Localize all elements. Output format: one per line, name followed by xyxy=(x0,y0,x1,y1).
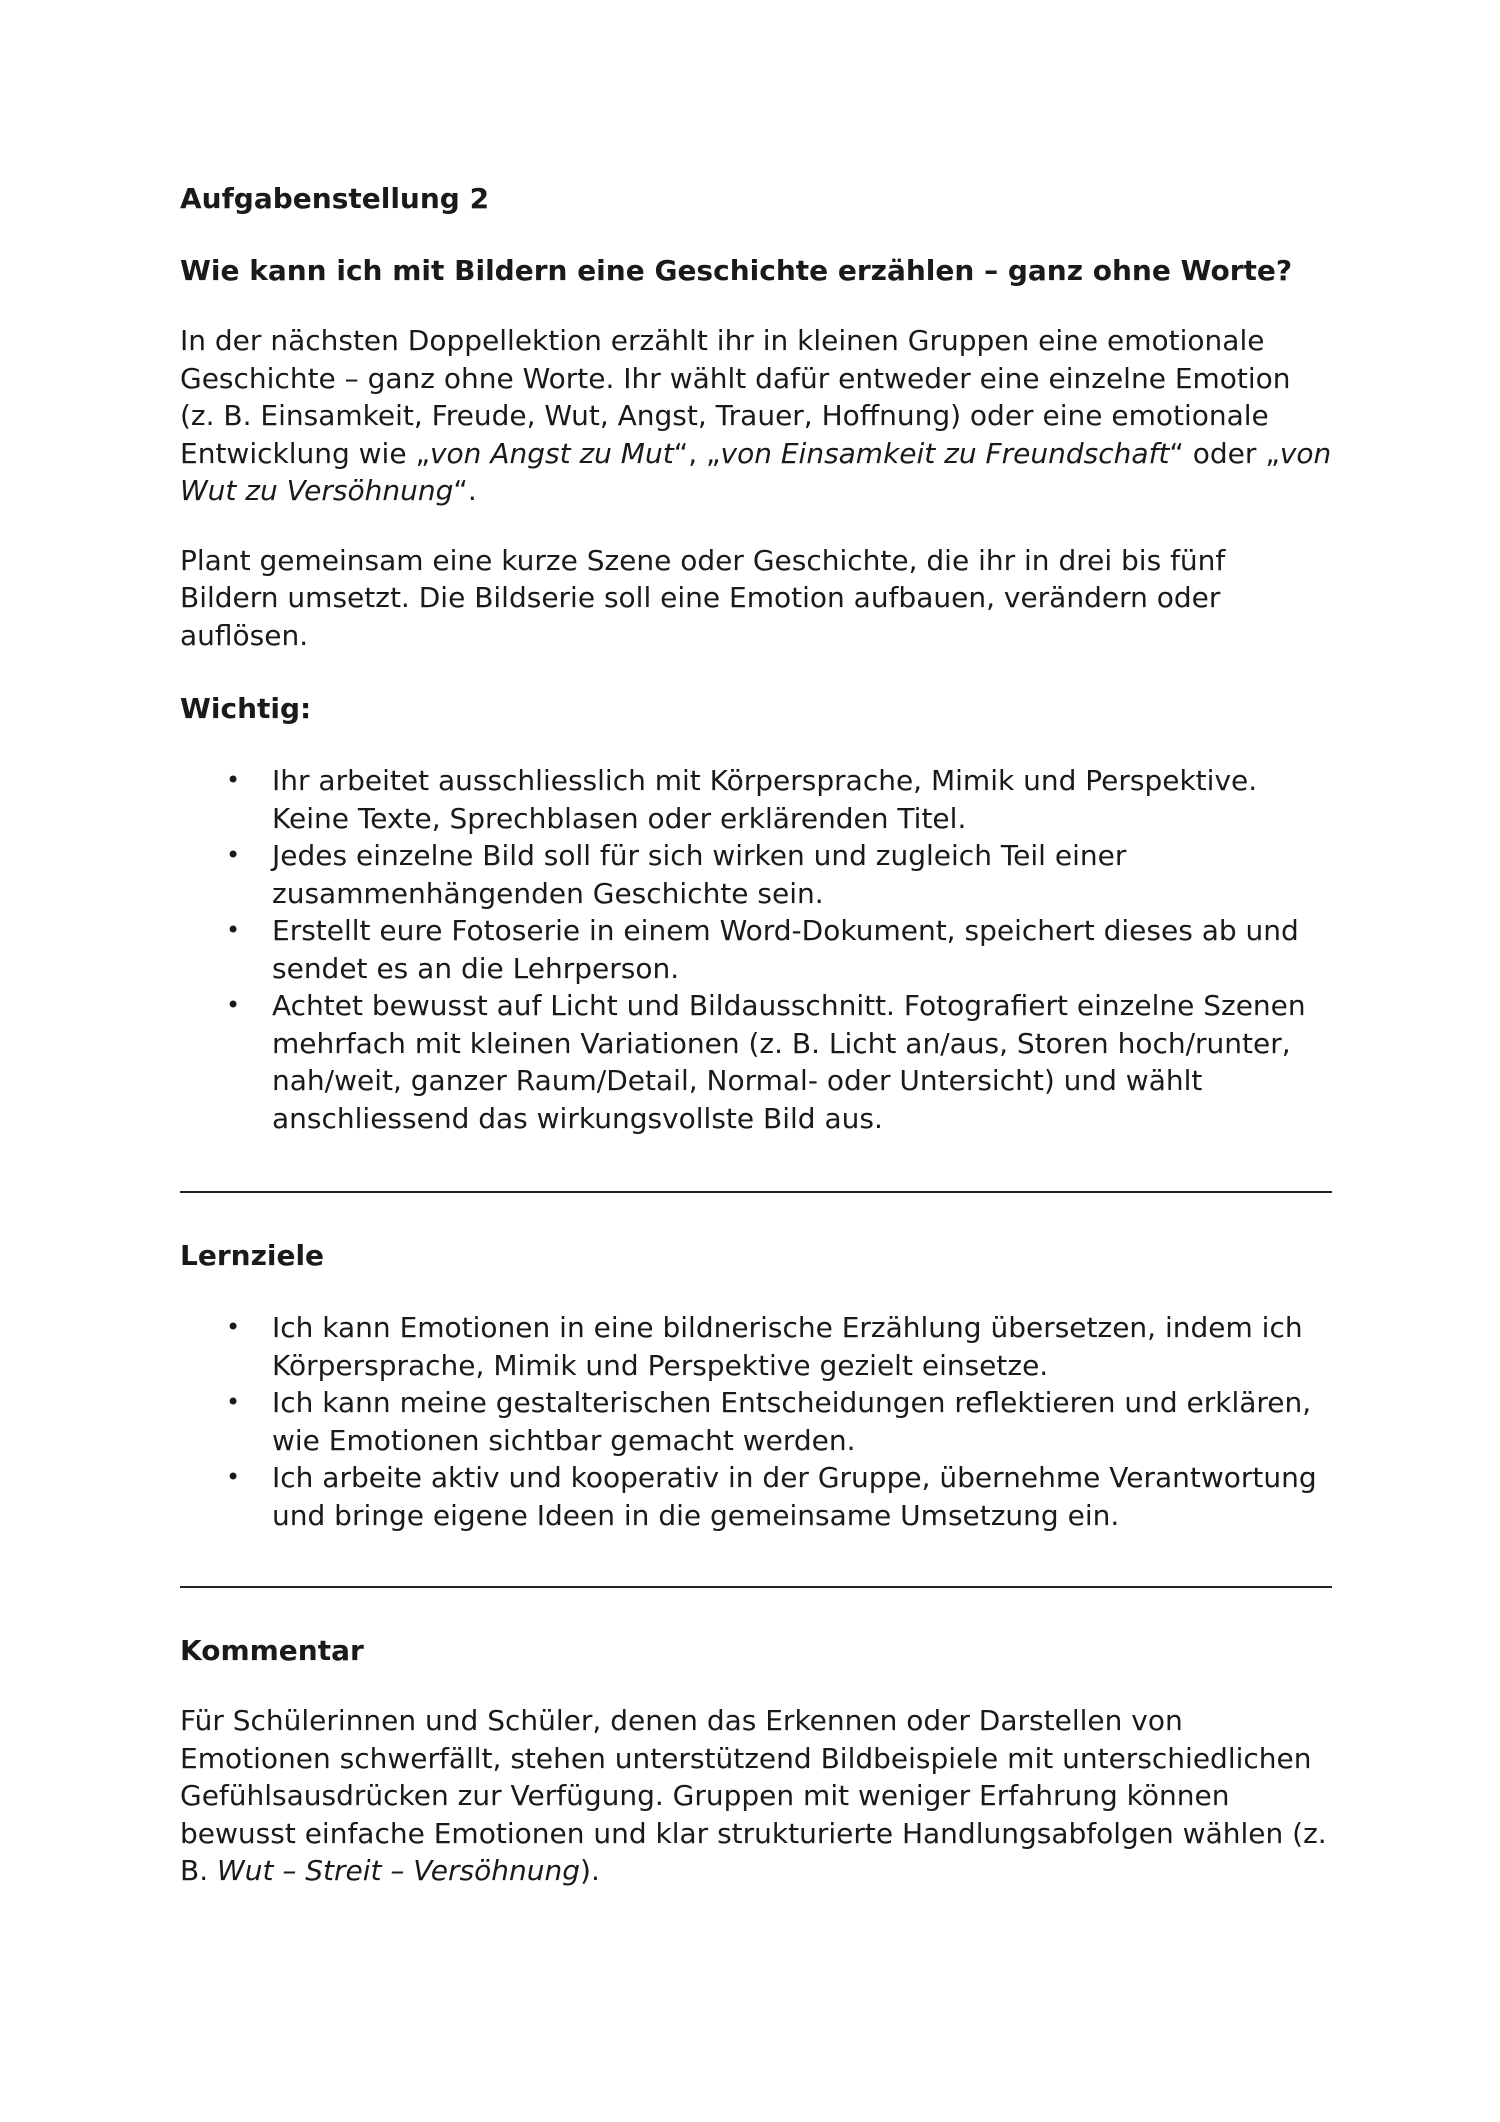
important-list xyxy=(180,762,1332,1137)
document-page xyxy=(180,180,1332,1890)
intro-text-1: In der nächsten Doppellektion erzählt ihr in kleinen Gruppen eine emotionale Geschichte – ganz ohne Worte. Ihr wählt dafür entweder eine einzelne Emotion (z. B. Einsamkeit, Freude, Wut, Angst, Trauer, Hoffnung) oder eine emotionale Entwicklung wie „ xyxy=(180,324,1291,470)
bullet-icon: • xyxy=(226,916,241,944)
bullet-icon: • xyxy=(226,766,241,794)
intro-paragraph xyxy=(180,322,1332,510)
section-divider xyxy=(180,1586,1332,1588)
intro-text-2: “, „ xyxy=(673,436,721,470)
intro-text-4: “. xyxy=(453,474,477,507)
comment-text-1: Für Schülerinnen und Schüler, denen das Erkennen oder Darstellen von Emotionen schwerfällt, stehen unterstützend Bildbeispiele mit unterschiedlichen Gefühlsausdrücken zur Verfügung. Gruppen mit weniger Erfahrung können bewusst einfache Emotionen und klar strukturierte Handlungsabfolgen wählen (z. B. xyxy=(180,1704,1327,1887)
list-item xyxy=(180,762,1332,837)
list-item xyxy=(180,1384,1332,1459)
comment-title: Kommentar xyxy=(180,1634,364,1667)
list-item-text: Jedes einzelne Bild soll für sich wirken und zugleich Teil einer zusammenhängenden Geschichte sein. xyxy=(272,839,1127,910)
task-heading: Aufgabenstellung 2 xyxy=(180,182,490,215)
list-item xyxy=(180,987,1332,1137)
list-item xyxy=(180,837,1332,912)
goals-title: Lernziele xyxy=(180,1239,325,1272)
list-item-text: Ich kann meine gestalterischen Entscheidungen reflektieren und erklären, wie Emotionen sichtbar gemacht werden. xyxy=(272,1386,1312,1457)
list-item-text: Ich arbeite aktiv und kooperativ in der Gruppe, übernehme Verantwortung und bringe eigene Ideen in die gemeinsame Umsetzung ein. xyxy=(272,1461,1317,1532)
list-item-text: Erstellt eure Fotoserie in einem Word-Dokument, speichert dieses ab und sendet es an die Lehrperson. xyxy=(272,914,1299,985)
section-divider xyxy=(180,1191,1332,1193)
list-item-text: Achtet bewusst auf Licht und Bildausschnitt. Fotografiert einzelne Szenen mehrfach mit kleinen Variationen (z. B. Licht an/aus, Storen hoch/runter, nah/weit, ganzer Raum/Detail, Normal- oder Untersicht) und wählt anschliessend das wirkungsvollste Bild aus. xyxy=(272,989,1306,1135)
intro-example-1: von Angst zu Mut xyxy=(429,436,674,470)
list-item xyxy=(180,1309,1332,1384)
list-item-text: Ihr arbeitet ausschliesslich mit Körpersprache, Mimik und Perspektive. Keine Texte, Sprechblasen oder erklärenden Titel. xyxy=(272,764,1258,835)
intro-example-3: von Wut zu Versöhnung xyxy=(180,436,1332,507)
list-item xyxy=(180,1459,1332,1534)
task-question: Wie kann ich mit Bildern eine Geschichte erzählen – ganz ohne Worte? xyxy=(180,254,1293,287)
bullet-icon: • xyxy=(226,1313,241,1341)
list-item xyxy=(180,912,1332,987)
plan-paragraph: Plant gemeinsam eine kurze Szene oder Geschichte, die ihr in drei bis fünf Bildern umsetzt. Die Bildserie soll eine Emotion aufbauen, verändern oder auflösen. xyxy=(180,543,1226,652)
bullet-icon: • xyxy=(226,991,241,1019)
comment-example: Wut – Streit – Versöhnung xyxy=(217,1854,581,1887)
bullet-icon: • xyxy=(226,841,241,869)
important-label: Wichtig: xyxy=(180,692,312,725)
list-item-text: Ich kann Emotionen in eine bildnerische Erzählung übersetzen, indem ich Körpersprache, Mimik und Perspektive gezielt einsetze. xyxy=(272,1311,1303,1382)
comment-text-2: ). xyxy=(580,1854,600,1887)
intro-text-3: “ oder „ xyxy=(1169,436,1280,470)
intro-example-2: von Einsamkeit zu Freundschaft xyxy=(720,436,1170,470)
comment-paragraph xyxy=(180,1702,1332,1890)
goals-list xyxy=(180,1309,1332,1534)
bullet-icon: • xyxy=(226,1388,241,1416)
bullet-icon: • xyxy=(226,1463,241,1491)
